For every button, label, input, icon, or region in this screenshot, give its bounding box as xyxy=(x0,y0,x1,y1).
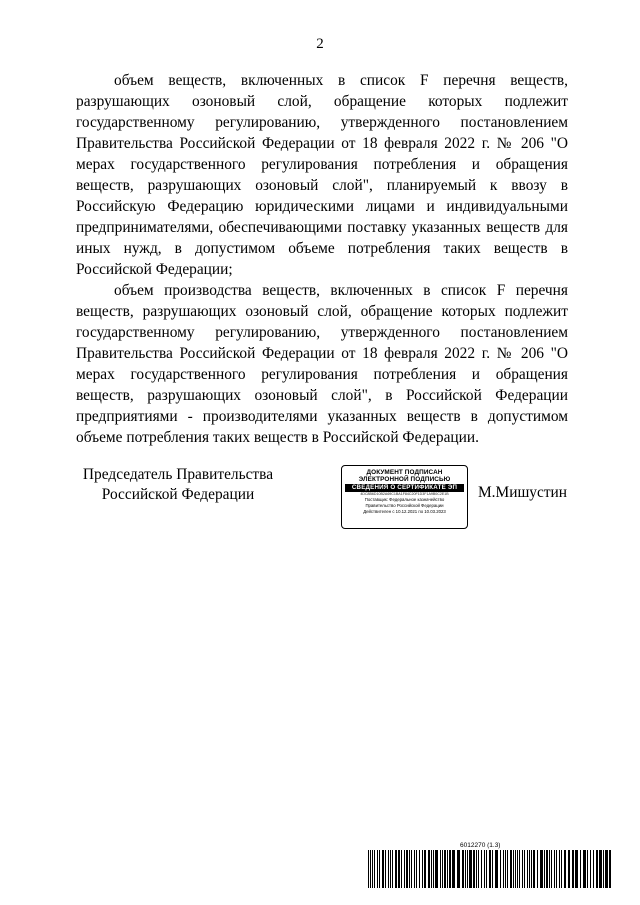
barcode-bar xyxy=(559,850,560,888)
stamp-certificate-serial: 4DC8B6D10B2A69C1BA1F84C20F1D3F1A9B0C2E1B xyxy=(360,492,449,497)
barcode-bar xyxy=(382,850,384,888)
barcode-bar xyxy=(440,850,441,888)
barcode-bar xyxy=(462,850,464,888)
barcode-bar xyxy=(484,850,485,888)
barcode-bar xyxy=(575,850,578,888)
barcode-bar xyxy=(374,850,375,888)
barcode-bar xyxy=(507,850,508,888)
barcode-bar xyxy=(411,850,412,888)
barcode-bar xyxy=(419,850,420,888)
barcode-bar xyxy=(580,850,581,888)
page-number: 2 xyxy=(316,36,324,52)
signature-block xyxy=(0,465,640,535)
barcode-bar xyxy=(489,850,491,888)
barcode-bar xyxy=(603,850,604,888)
barcode-bar xyxy=(517,850,518,888)
signatory-title-line-1: Председатель Правительства xyxy=(82,466,274,483)
barcode-bar xyxy=(467,850,468,888)
barcode-bar xyxy=(556,850,557,888)
barcode-bar xyxy=(433,850,434,888)
stamp-supplier: Поставщик: Федеральное казначейство xyxy=(364,497,445,503)
stamp-heading-line-1: ДОКУМЕНТ ПОДПИСАН xyxy=(366,469,443,476)
barcode-bar xyxy=(561,850,562,888)
barcode-bar xyxy=(442,850,443,888)
barcode-bar xyxy=(414,850,415,888)
barcode-bar xyxy=(372,850,373,888)
barcode-bar xyxy=(392,850,393,888)
barcode-bar xyxy=(377,850,378,888)
barcode-bar xyxy=(572,850,574,888)
barcode-bar xyxy=(370,850,371,888)
electronic-signature-stamp xyxy=(341,465,468,529)
stamp-heading-line-2: ЭЛЕКТРОННОЙ ПОДПИСЬЮ xyxy=(358,476,451,484)
barcode-bar xyxy=(422,850,423,888)
document-body xyxy=(76,70,568,448)
barcode-bar xyxy=(554,850,555,888)
signatory-title-line-2: Российской Федерации xyxy=(101,486,255,503)
barcode-bar xyxy=(495,850,498,888)
barcode-bar xyxy=(590,850,591,888)
barcode-bar xyxy=(564,850,566,888)
barcode-bar xyxy=(549,850,550,888)
barcode-bar xyxy=(431,850,432,888)
barcode-bar xyxy=(385,850,386,888)
barcode-bar xyxy=(513,850,514,888)
barcode-bar xyxy=(593,850,594,888)
barcode-bar xyxy=(449,850,451,888)
barcode-bar xyxy=(404,850,405,888)
barcode-bar xyxy=(599,850,602,888)
barcode-bar xyxy=(500,850,501,888)
barcode-bar xyxy=(510,850,512,888)
barcode-bar xyxy=(473,850,475,888)
barcode-bar xyxy=(390,850,391,888)
barcode-bar xyxy=(522,850,523,888)
barcode-bar xyxy=(587,850,588,888)
barcode-bar xyxy=(583,850,586,888)
barcode-bar xyxy=(533,850,535,888)
barcode-bar xyxy=(379,850,380,888)
barcode-bar xyxy=(519,850,520,888)
barcode-bar xyxy=(416,850,417,888)
barcode-bar xyxy=(424,850,426,888)
barcode-bar xyxy=(368,850,369,888)
barcode-bar xyxy=(476,850,477,888)
barcode-bar xyxy=(435,850,438,888)
barcode-bar xyxy=(609,850,611,888)
barcode-bar xyxy=(596,850,598,888)
barcode-bar xyxy=(524,850,525,888)
barcode-bar xyxy=(551,850,552,888)
barcode-bar xyxy=(527,850,528,888)
barcode-bar xyxy=(537,850,538,888)
barcode-bar xyxy=(568,850,570,888)
barcode-bar xyxy=(409,850,410,888)
barcode-bar xyxy=(546,850,548,888)
barcode-bar xyxy=(444,850,446,888)
barcode-bar xyxy=(457,850,460,888)
barcode-bar xyxy=(481,850,482,888)
barcode-bar xyxy=(544,850,545,888)
barcode-bar xyxy=(605,850,608,888)
paragraph-production-volume: объем производства веществ, включенных в список F перечня веществ, разрушающих озоновый слой, обращение которых подлежит государственному регулированию, утвержденного постановлением Правительства Российской Федерации от 18 февраля 2022 г. № 206 "О мерах государственного регулирования потребления и обращения веществ, разрушающих озоновый слой", в Российской Федерации предприятиями - производителями указанных веществ в допустимом объеме потребления таких веществ в Российской Федерации. xyxy=(76,282,568,446)
signatory-title xyxy=(82,465,274,505)
stamp-owner: Правительство Российской Федерации xyxy=(365,503,444,509)
barcode-bar xyxy=(452,850,455,888)
barcode-bar xyxy=(503,850,504,888)
barcode-bar xyxy=(388,850,389,888)
barcode-bar xyxy=(465,850,466,888)
barcode-bar xyxy=(515,850,516,888)
barcode-bar xyxy=(531,850,532,888)
barcode-bar xyxy=(505,850,506,888)
document-code: 6012270 (1.3) xyxy=(460,842,501,849)
barcode xyxy=(368,850,612,888)
barcode-bar xyxy=(398,850,400,888)
paragraph-import-volume: объем веществ, включенных в список F перечня веществ, разрушающих озоновый слой, обращение которых подлежит государственному регулированию, утвержденного постановлением Правительства Российской Федерации от 18 февраля 2022 г. № 206 "О мерах государственного регулирования потребления и обращения веществ, разрушающих озоновый слой", планируемый к ввозу в Российскую Федерацию юридическими лицами и индивидуальными предпринимателями, обеспечивающими поставку указанных веществ для иных нужд, в допустимом объеме потребления таких веществ в Российской Федерации; xyxy=(76,72,568,278)
barcode-bar xyxy=(469,850,472,888)
barcode-bar xyxy=(486,850,487,888)
barcode-bar xyxy=(540,850,543,888)
barcode-bar xyxy=(447,850,448,888)
stamp-validity: Действителен с 10.12.2021 по 10.03.2023 xyxy=(363,509,446,515)
barcode-bar xyxy=(529,850,530,888)
barcode-bar xyxy=(406,850,408,888)
stamp-certificate-band: СВЕДЕНИЯ О СЕРТИФИКАТЕ ЭП xyxy=(345,484,464,492)
signatory-name: М.Мишустин xyxy=(478,484,568,501)
barcode-bar xyxy=(395,850,397,888)
barcode-bar xyxy=(492,850,493,888)
barcode-bar xyxy=(428,850,430,888)
barcode-bar xyxy=(478,850,479,888)
barcode-bar xyxy=(401,850,402,888)
